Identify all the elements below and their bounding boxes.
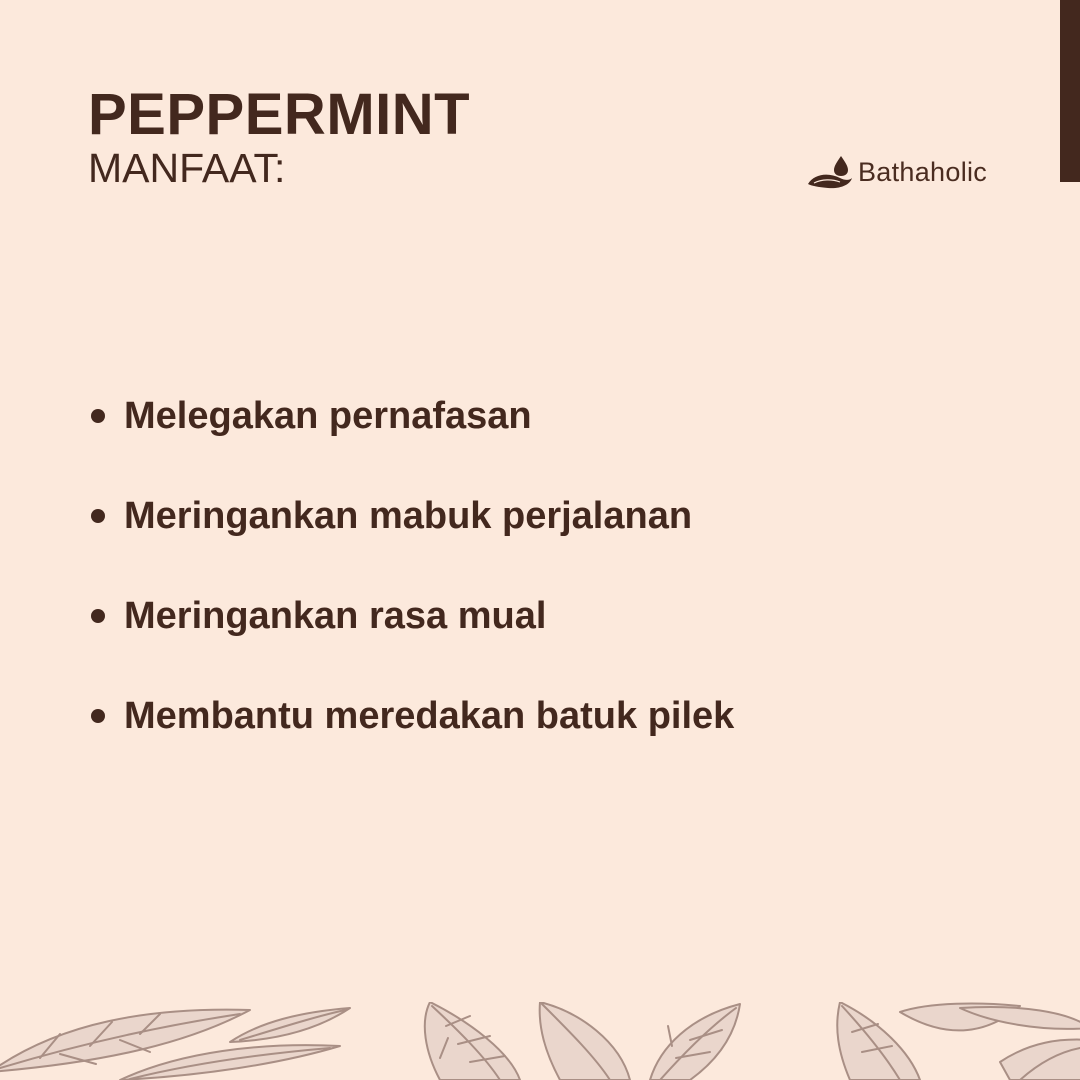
heading-block (88, 84, 470, 190)
oil-drop-leaf-icon (806, 152, 854, 192)
leaf-illustration-band (0, 1002, 1080, 1080)
list-item (88, 386, 734, 446)
corner-accent-bar (1060, 0, 1080, 182)
list-item (88, 686, 734, 746)
benefit-text: Meringankan rasa mual (124, 594, 547, 637)
benefit-text: Membantu meredakan batuk pilek (124, 694, 735, 737)
list-item (88, 586, 734, 646)
benefit-text: Meringankan mabuk perjalanan (124, 494, 693, 537)
brand-logo (806, 152, 987, 192)
benefit-text: Melegakan pernafasan (124, 394, 532, 437)
page-title: PEPPERMINT (88, 82, 471, 147)
bullet-icon (91, 609, 105, 623)
leaf-icon (540, 1002, 630, 1080)
bullet-icon (91, 509, 105, 523)
brand-name: Bathaholic (858, 156, 988, 187)
bullet-icon (91, 709, 105, 723)
list-item (88, 486, 734, 546)
benefit-list (88, 386, 734, 786)
page-subtitle: MANFAAT: (88, 145, 286, 191)
bullet-icon (91, 409, 105, 423)
